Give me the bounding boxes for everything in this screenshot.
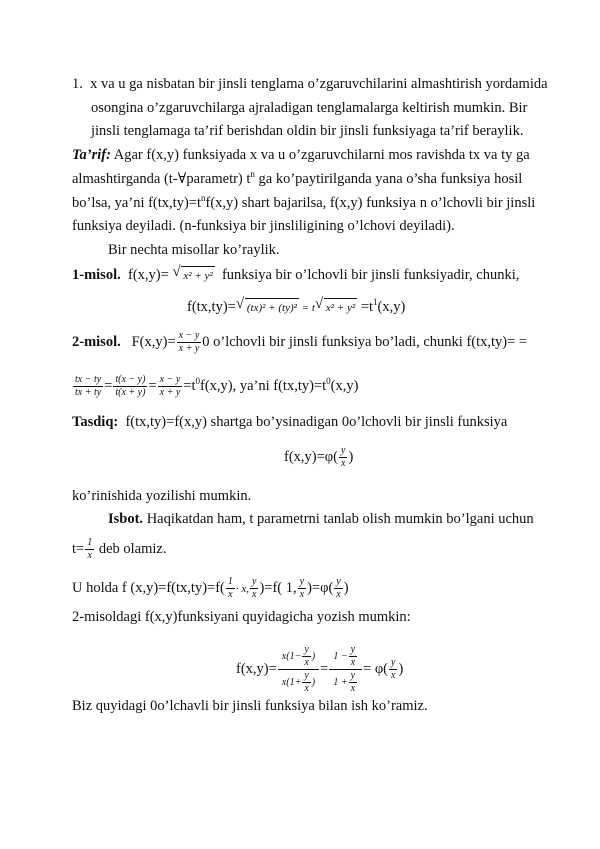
fraction-1-x xyxy=(85,537,94,562)
forall-symbol: ∀ xyxy=(177,171,187,187)
uholda-a: U holda f (x,y)=f(tx,ty)=f( xyxy=(72,579,225,596)
item1-number: 1. xyxy=(72,76,83,92)
rw-eq2: = φ( xyxy=(363,661,389,677)
mid-den-a: 1 + xyxy=(333,676,348,688)
misol2-text: 0 o’lchovli bir jinsli funksiya bo’ladi, chunki f(tx,ty)= = xyxy=(202,333,528,350)
inner-frac-3 xyxy=(349,644,357,669)
misol2-line xyxy=(72,330,527,355)
tarif-text-3a: bo’lsa, ya’ni f(tx,ty)=t xyxy=(72,195,201,211)
tail2: f(x,y), ya’ni f(tx,ty)=t xyxy=(199,377,327,394)
f2-num: t(x − y) xyxy=(115,374,146,385)
tasdiq-after: ko’rinishida yozilishi mumkin. xyxy=(72,488,252,504)
phi-num: y xyxy=(391,657,396,668)
misol1-label: 1-misol. xyxy=(72,267,121,283)
fraction-2 xyxy=(113,374,147,399)
phi-den: x xyxy=(391,670,396,681)
tarif-text-3b: f(x,y) shart bajarilsa, f(x,y) funksiya n o’lchovli bir jinsli xyxy=(205,195,536,211)
tarif-text-2c: ga ko’paytirilganda yana o’sha funksiya hosil xyxy=(254,171,523,187)
mid-fraction xyxy=(329,644,362,695)
item1-line2: osongina o’zgaruvchilarga ajraladigan tenglamalarga keltirish mumkin. Bir xyxy=(91,100,528,116)
tarif-line4: funksiya deyiladi. (n-funksiya bir jinsliligining o’lchovi deyiladi). xyxy=(72,218,455,234)
big-num xyxy=(278,644,319,670)
inner-den-3: x xyxy=(350,657,356,668)
misol1-equation xyxy=(187,298,405,317)
big-den-a: x(1+ xyxy=(281,676,302,688)
misol2-lhs: F(x,y)= xyxy=(131,333,176,350)
misol2-label: 2-misol. xyxy=(72,333,121,350)
sup-1: 1 xyxy=(373,297,378,307)
tasdiq-eq-lhs: f(x,y)=φ( xyxy=(284,448,338,465)
uholda-b: · x, xyxy=(235,582,249,595)
uholda-d: )=φ( xyxy=(307,579,334,596)
sqrt-radicand-3: x² + y² xyxy=(324,298,357,317)
t-eq: t= xyxy=(72,540,85,557)
u1-num: 1 xyxy=(227,576,233,587)
tasdiq-eq-rhs: ) xyxy=(348,448,354,465)
inner-den-4: x xyxy=(350,683,356,694)
inner-num-2: y xyxy=(304,670,309,681)
inner-num-1: y xyxy=(304,644,309,655)
phi-fraction xyxy=(389,657,397,682)
f3-num: x − y xyxy=(159,374,181,385)
f3-den: x + y xyxy=(159,387,181,398)
u4-num: y xyxy=(336,576,341,587)
eq-sign-2: = xyxy=(148,377,157,394)
inner-frac-1 xyxy=(302,644,310,669)
sqrt-expression: √ x² + y² xyxy=(172,266,214,285)
frac-den-x: x xyxy=(87,550,92,561)
isbot-text: Haqikatdan ham, t parametrni tanlab olish mumkin bo’lgani uchun xyxy=(146,511,534,527)
fraction xyxy=(177,330,202,355)
u2-den: x xyxy=(252,589,257,600)
eq-mid: = t xyxy=(298,302,315,314)
tasdiq-equation xyxy=(284,445,353,470)
u2-num: y xyxy=(252,576,257,587)
inner-num-3: y xyxy=(350,644,356,655)
inner-den-2: x xyxy=(304,683,309,694)
eq-rhs: =t xyxy=(357,299,374,315)
frac-num-1: 1 xyxy=(87,537,93,548)
tarif-line1 xyxy=(72,146,530,164)
tail3: (x,y) xyxy=(330,377,359,394)
fraction-num: x − y xyxy=(178,330,200,341)
sup-0-2: 0 xyxy=(326,375,331,386)
u4-den: x xyxy=(336,589,341,600)
tasdiq-label: Tasdiq: xyxy=(72,414,119,430)
big-num-b: ) xyxy=(311,650,316,662)
rw-eq1: = xyxy=(320,661,329,677)
misol1-line xyxy=(72,266,519,285)
u3-den: x xyxy=(299,589,305,600)
item1-line1 xyxy=(72,75,548,93)
isbot-t-line xyxy=(72,537,167,562)
tarif-text-2a: almashtirganda (t- xyxy=(72,171,178,187)
big-num-a: x(1− xyxy=(281,650,302,662)
rw-lhs: f(x,y)= xyxy=(236,661,277,677)
u3-num: y xyxy=(299,576,305,587)
sqrt-expression-2: √ (tx)² + (ty)² xyxy=(236,298,299,317)
frac-num: y xyxy=(341,445,346,456)
f1-num: tx − ty xyxy=(75,374,102,385)
frac-u3 xyxy=(298,576,306,601)
tasdiq-line xyxy=(72,413,507,431)
item1-line3: jinsli tenglamaga ta’rif berishdan oldin bir jinsli funksiyaga ta’rif beraylik. xyxy=(91,123,524,139)
u1-den: x xyxy=(228,589,233,600)
tarif-line3 xyxy=(72,194,535,212)
t-tail: deb olamiz. xyxy=(98,540,167,557)
big-fraction xyxy=(278,644,319,695)
frac-u4 xyxy=(334,576,342,601)
inner-frac-2 xyxy=(302,670,310,695)
big-den-b: ) xyxy=(311,676,316,688)
mid-den xyxy=(329,670,362,695)
isbot-label: Isbot. xyxy=(108,511,144,527)
examples-intro: Bir nechta misollar ko’raylik. xyxy=(108,242,280,258)
fraction-1 xyxy=(73,374,103,399)
isbot-line xyxy=(108,510,534,528)
misol2-chain xyxy=(72,374,358,399)
misol1-lhs: f(x,y)= xyxy=(127,267,169,283)
tarif-label: Ta’rif: xyxy=(72,147,111,163)
sup-n: n xyxy=(250,169,255,179)
item1-text-1: x va u ga nisbatan bir jinsli tenglama o’zgaruvchilarini almashtirish yordamida xyxy=(90,76,548,92)
rw-end: ) xyxy=(398,661,404,677)
mid-num xyxy=(329,644,362,670)
misol1-text: funksiya bir o’lchovli bir jinsli funksiyadir, chunki, xyxy=(221,267,520,283)
inner-den-1: x xyxy=(304,657,309,668)
frac-u2 xyxy=(250,576,258,601)
tarif-line2 xyxy=(72,170,522,188)
f2-den: t(x + y) xyxy=(115,387,146,398)
fraction-y-x xyxy=(339,445,347,470)
uholda-e: ) xyxy=(343,579,349,596)
uholda-line xyxy=(72,576,349,601)
sqrt-expression-3: √ x² + y² xyxy=(315,298,357,317)
frac-den: x xyxy=(341,458,346,469)
uholda-c: )=f( 1, xyxy=(259,579,297,596)
tarif-text-2b: parametr) t xyxy=(186,171,251,187)
sup-n-2: n xyxy=(200,193,206,203)
fraction-den: x + y xyxy=(178,343,200,354)
sup-0: 0 xyxy=(195,375,200,386)
inner-frac-4 xyxy=(349,670,357,695)
eq-sign: = xyxy=(104,377,113,394)
rewrite-text: 2-misoldagi f(x,y)funksiyani quyidagicha yozish mumkin: xyxy=(72,609,411,625)
tarif-text-1: Agar f(x,y) funksiyada x va u o’zgaruvchilarni mos ravishda tx va ty ga xyxy=(113,147,530,163)
fraction-3 xyxy=(158,374,183,399)
tail1: =t xyxy=(183,377,196,394)
inner-num-4: y xyxy=(350,670,356,681)
sqrt-radicand: x² + y² xyxy=(181,266,214,285)
frac-u1 xyxy=(226,576,235,601)
mid-num-a: 1 − xyxy=(333,650,348,662)
big-den xyxy=(278,670,319,695)
sqrt-radicand-2: (tx)² + (ty)² xyxy=(245,298,299,317)
tasdiq-text: f(tx,ty)=f(x,y) shartga bo’ysinadigan 0o’lchovli bir jinsli funksiya xyxy=(125,414,508,430)
eq-lhs: f(tx,ty)= xyxy=(187,299,236,315)
f1-den: tx + ty xyxy=(75,387,102,398)
rewrite-equation xyxy=(236,644,403,695)
eq-end: (x,y) xyxy=(377,299,406,315)
final-line: Biz quyidagi 0o’lchavli bir jinsli funksiya bilan ish ko’ramiz. xyxy=(72,698,428,714)
